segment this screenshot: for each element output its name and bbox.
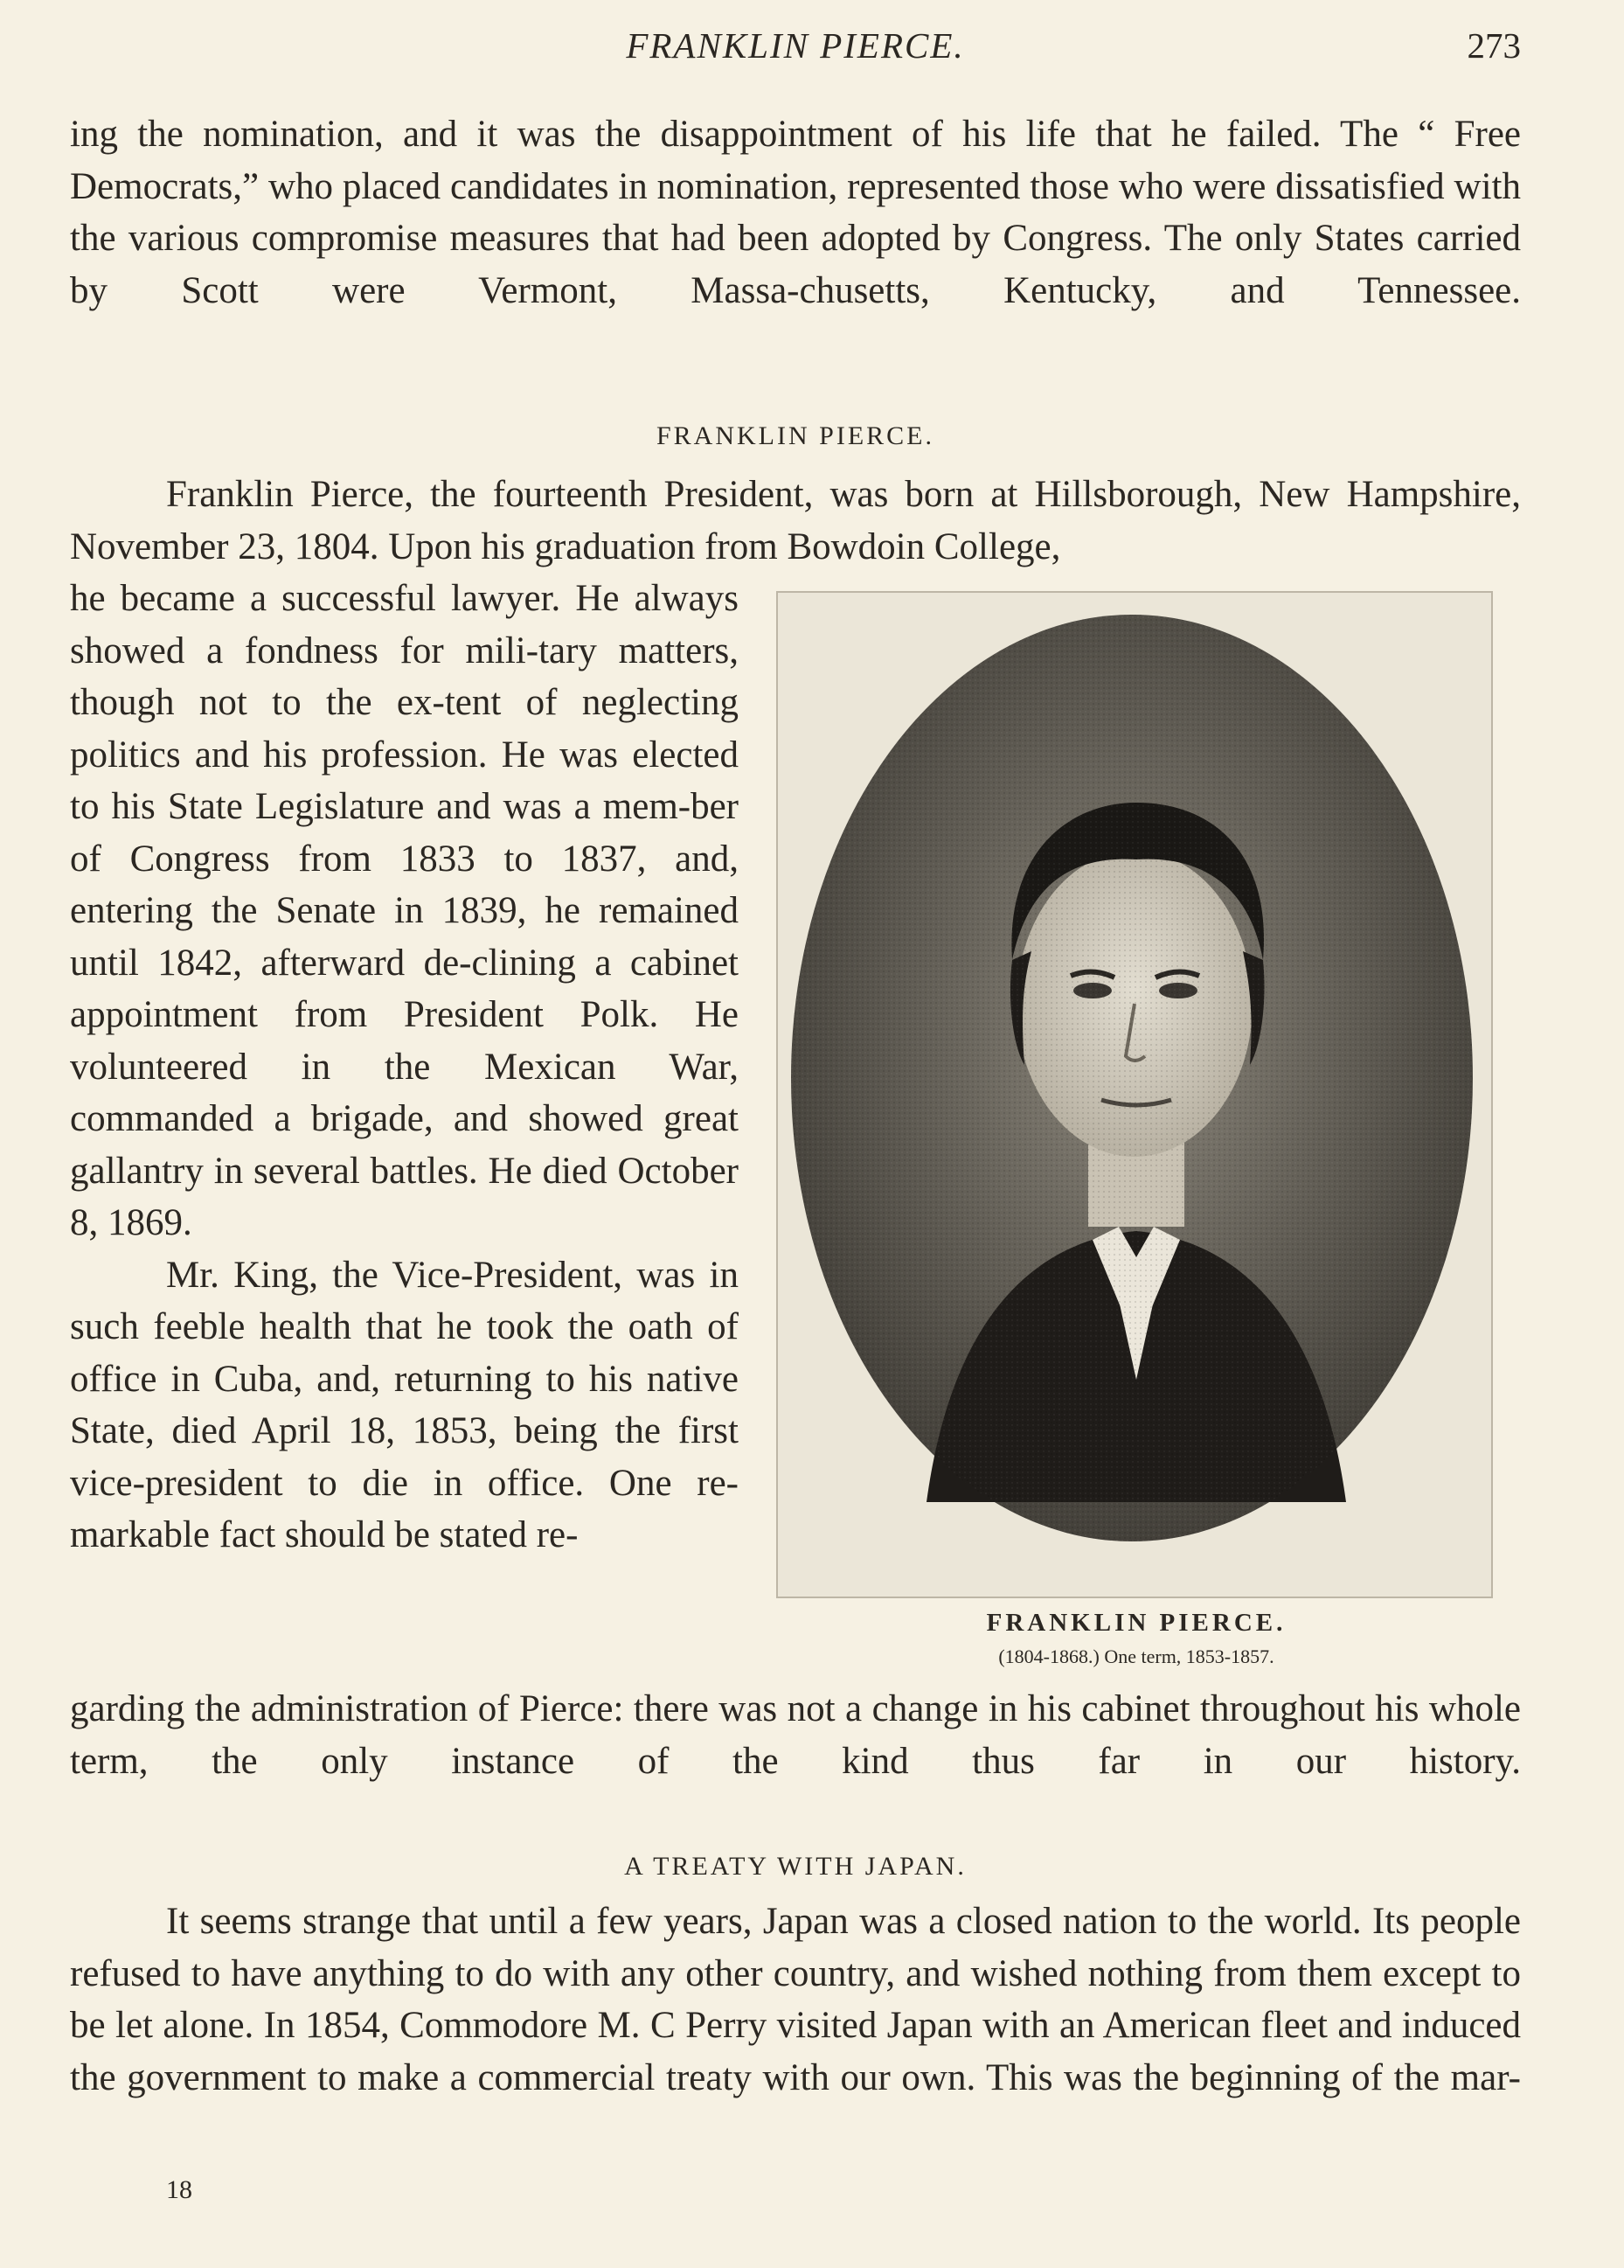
intro-paragraph	[70, 108, 1521, 317]
pierce-bio-text: he became a successful lawyer. He always showed a fondness for mili-tary matters, though not to the ex-tent of neglecting politics and his profession. He was elected to his State Legislature and was a mem-ber of Congress from 1833 to 1837, and, entering the Senate in 1839, he remained until 1842, afterward de-clining a cabinet appointment from President Polk. He volunteered in the Mexican War, commanded a brigade, and showed great gallantry in several battles. He died October 8, 1869.	[70, 578, 739, 1243]
pierce-text-bottom: garding the administration of Pierce: there was not a change in his cabinet throughout his whole term, the only instance of the kind thus far in our history.	[70, 1688, 1521, 1782]
portrait-engraving	[778, 593, 1491, 1597]
japan-paragraph	[70, 1896, 1521, 2104]
portrait-caption-dates: (1804-1868.) One term, 1853-1857.	[998, 1645, 1274, 1667]
portrait-image	[776, 591, 1493, 1598]
portrait-caption-title: FRANKLIN PIERCE.	[986, 1609, 1287, 1637]
japan-text: It seems strange that until a few years, Japan was a closed nation to the world. Its people refused to have anything to do with any other country, and wished nothing from them except to be let alone. In 1854, Commodore M. C Perry visited Japan with an American fleet and induced the government to make a commercial treaty with our own. This was the beginning of the mar-	[70, 1901, 1521, 2098]
section-heading-franklin-pierce: FRANKLIN PIERCE.	[656, 421, 934, 450]
pierce-text-top: Franklin Pierce, the fourteenth President, was born at Hillsborough, New Hampshire, November 23, 1804. Upon his graduation from Bowdoin College,	[70, 474, 1521, 567]
pierce-paragraph-top	[70, 469, 1521, 573]
intro-text: ing the nomination, and it was the disappointment of his life that he failed. The “ Free Democrats,” who placed candidates in nomination, represented those who were dissatisfied with the various compromise measures that had been adopted by Congress. The only States carried by Scott were Vermont, Massa-chusetts, Kentucky, and Tennessee.	[70, 114, 1521, 311]
pierce-side-column	[70, 573, 739, 1562]
signature-mark: 18	[166, 2175, 192, 2204]
king-text: Mr. King, the Vice-President, was in such feeble health that he took the oath of office in Cuba, and, returning to his native State, died April 18, 1853, being the first vice-president to die in office. One re-markable fact should be stated re-	[70, 1254, 739, 1555]
page-number: 273	[1467, 25, 1521, 66]
section-heading-treaty-with-japan: A TREATY WITH JAPAN.	[624, 1852, 967, 1881]
running-title: FRANKLIN PIERCE.	[626, 25, 965, 66]
running-head	[70, 24, 1521, 77]
pierce-paragraph-bottom	[70, 1683, 1521, 1787]
